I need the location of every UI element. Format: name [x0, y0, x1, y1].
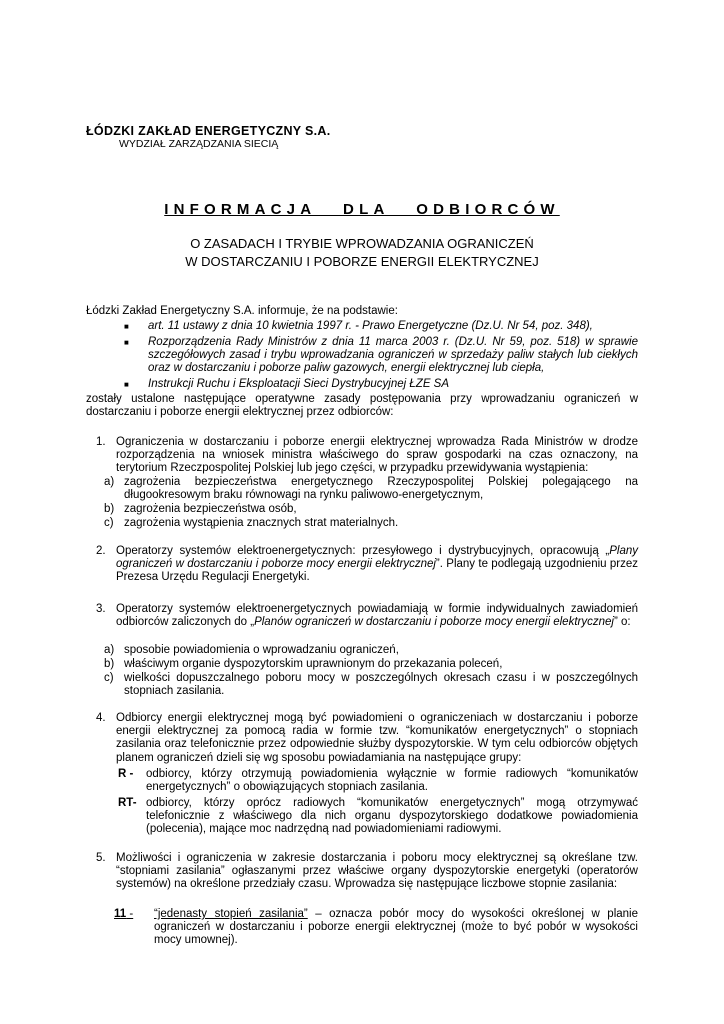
stage-description-rest: ograniczeń w dostarczaniu i poborze energii elektrycznej (może to być pobór w wysokości mocy umownej).	[154, 921, 638, 947]
bullet-icon: ■	[124, 338, 129, 347]
subtitle-line-1: O ZASADACH I TRYBIE WPROWADZANIA OGRANICZEŃ	[190, 236, 534, 251]
section-number: 5.	[96, 852, 106, 864]
section-4	[96, 712, 638, 765]
intro-text: Łódzki Zakład Energetyczny S.A. informuje, że na podstawie:	[86, 305, 398, 317]
legal-basis-text: Instrukcji Ruchu i Eksploatacji Sieci Dystrybucyjnej ŁZE SA	[148, 378, 450, 390]
group-text: odbiorcy, którzy oprócz radiowych “komunikatów energetycznych” mogą otrzymywać telefonicznie z właściwego dla nich organu dyspozytorskiego dodatkowe powiadomienia (polecenia), mające moc nadrzędną nad powiadomieniami radiowymi.	[146, 797, 638, 836]
stage-name: “jedenasty stopień zasilania”	[154, 908, 308, 920]
section-number: 1.	[96, 436, 106, 448]
recipient-group-r	[118, 768, 638, 794]
section-text: ” o:	[613, 616, 631, 629]
section-text: Operatorzy systemów elektroenergetycznych powiadamiają w formie indywidualnych zawiadomień odbiorców zaliczonych do „	[116, 603, 638, 629]
list-text: zagrożenia bezpieczeństwa osób,	[124, 503, 297, 515]
company-name: ŁÓDZKI ZAKŁAD ENERGETYCZNY S.A.	[86, 124, 331, 138]
list-text: zagrożenia bezpieczeństwa energetycznego Rzeczypospolitej Polskiej polegającego na długookresowym braku równowagi na rynku paliwowo-energetycznym,	[124, 476, 638, 502]
list-text: zagrożenia wystąpienia znacznych strat materialnych.	[124, 517, 399, 529]
group-label: RT-	[118, 797, 137, 809]
supply-stage-11	[114, 908, 639, 948]
section-text: Możliwości i ograniczenia w zakresie dostarczania i poboru mocy elektrycznej są określane tzw. “stopniami zasilania” ogłaszanymi przez właściwe organy dyspozytorskie energetyki (operatorów systemów) na określone przedziały czasu. Wprowadza się następujące liczbowe stopnie zasilania:	[116, 852, 638, 891]
list-item	[104, 503, 638, 516]
section-text: Odbiorcy energii elektrycznej mogą być powiadomieni o ograniczeniach w dostarczaniu i poborze energii elektrycznej za pomocą radia w formie tzw. “komunikatów energetycznych” o stopniach zasilania oraz telefonicznie przez odpowiednie służby dyspozytorskie. W tym celu odbiorców objętych planem ograniczeń dzieli się wg sposobu powiadamiania na następujące grupy:	[116, 712, 638, 764]
subtitle-line-2: W DOSTARCZANIU I POBORZE ENERGII ELEKTRYCZNEJ	[185, 254, 539, 269]
list-text: właściwym organie dyspozytorskim uprawnionym do przekazania poleceń,	[124, 658, 503, 670]
section-text: Ograniczenia w dostarczaniu i poborze energii elektrycznej wprowadza Rada Ministrów w drodze rozporządzenia na wniosek ministra właściwego do spraw gospodarki na czas oznaczony, na terytorium Rzeczpospolitej Polskiej lub jego części, w przypadku przewidywania wystąpienia:	[116, 436, 638, 475]
stage-description: – oznacza pobór mocy do wysokości określonej w planie	[307, 908, 639, 920]
list-item	[104, 672, 638, 698]
legal-basis-text: art. 11 ustawy z dnia 10 kwietnia 1997 r. - Prawo Energetyczne (Dz.U. Nr 54, poz. 348),	[148, 320, 593, 332]
section-text: ”. Plany te podlegają uzgodnieniu przez Prezesa Urzędu Regulacji Energetyki.	[116, 558, 638, 584]
section-number: 2.	[96, 545, 106, 557]
department-name: WYDZIAŁ ZARZĄDZANIA SIECIĄ	[119, 138, 279, 150]
section-5	[96, 852, 638, 892]
list-text: sposobie powiadomienia o wprowadzaniu ograniczeń,	[124, 644, 399, 656]
list-label: c)	[104, 517, 114, 529]
list-item	[104, 476, 638, 502]
section-2	[96, 545, 638, 585]
plan-title: Plany ograniczeń w dostarczaniu i poborze mocy energii elektrycznej	[116, 545, 638, 571]
list-label: a)	[104, 476, 115, 488]
list-label: a)	[104, 644, 115, 656]
plan-title: Planów ograniczeń w dostarczaniu i poborze mocy energii elektrycznej	[254, 616, 614, 629]
group-label: R -	[118, 768, 134, 780]
legal-basis-item	[124, 336, 638, 376]
list-item	[104, 644, 638, 657]
section-number: 3.	[96, 603, 106, 615]
section-text: Operatorzy systemów elektroenergetycznych: przesyłowego i dystrybucyjnych, opracowują „	[116, 545, 610, 557]
list-label: b)	[104, 503, 115, 515]
stage-dash: -	[126, 908, 134, 920]
list-label: b)	[104, 658, 115, 670]
section-1	[96, 436, 638, 476]
list-text: wielkości dopuszczalnego poboru mocy w poszczególnych okresach czasu i w poszczególnych stopniach zasilania.	[124, 672, 638, 698]
stage-label	[114, 908, 133, 921]
document-title: INFORMACJA DLA ODBIORCÓW	[164, 201, 560, 218]
legal-basis-item	[124, 378, 638, 391]
bullet-icon: ■	[124, 380, 129, 389]
list-label: c)	[104, 672, 114, 684]
list-item	[104, 517, 638, 530]
recipient-group-rt	[118, 797, 638, 837]
section-number: 4.	[96, 712, 106, 724]
stage-number: 11	[114, 908, 127, 920]
group-text: odbiorcy, którzy otrzymują powiadomienia wyłącznie w formie radiowych “komunikatów energetycznych” o obowiązujących stopniach zasilania.	[146, 768, 638, 794]
list-item	[104, 658, 638, 671]
after-bases-text: zostały ustalone następujące operatywne zasady postępowania przy wprowadzaniu ograniczeń w dostarczaniu i poborze energii elektrycznej przez odbiorców:	[86, 393, 638, 419]
bullet-icon: ■	[124, 322, 129, 331]
legal-basis-text: Rozporządzenia Rady Ministrów z dnia 11 marca 2003 r. (Dz.U. Nr 59, poz. 518) w sprawie szczegółowych zasad i trybu wprowadzania ograniczeń w sprzedaży paliw stałych lub ciekłych oraz w dostarczaniu i poborze paliw gazowych, energii elektrycznej lub ciepła,	[148, 336, 638, 375]
legal-basis-item	[124, 320, 638, 333]
section-3	[96, 603, 638, 629]
